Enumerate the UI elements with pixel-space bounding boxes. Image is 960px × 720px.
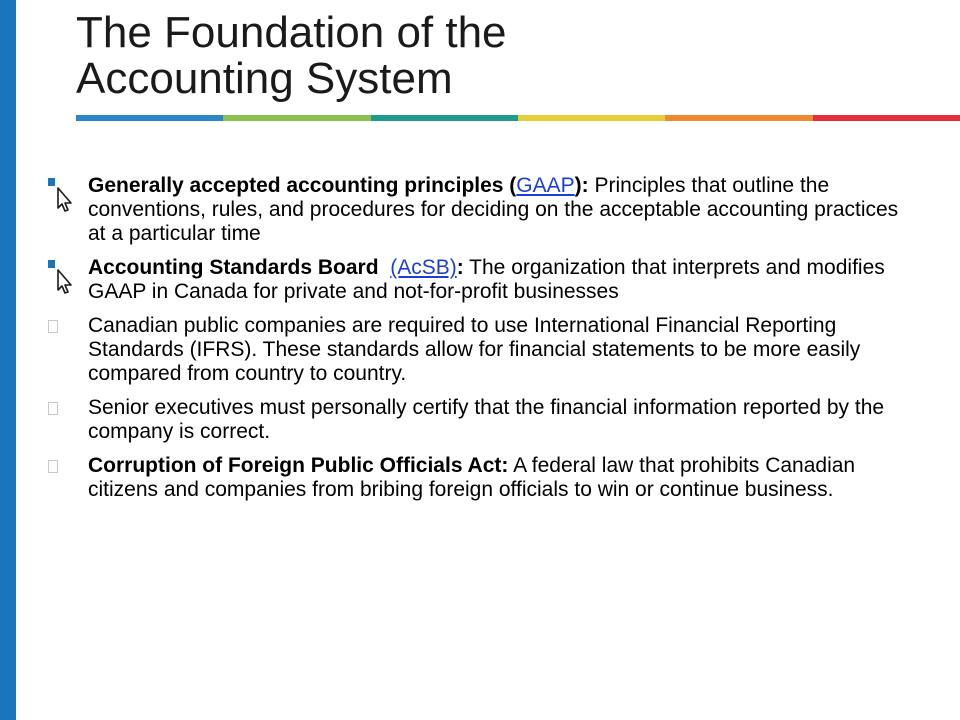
gaap-link[interactable]: GAAP [516, 174, 575, 197]
term-suffix: : [456, 256, 464, 279]
list-item [88, 396, 918, 444]
list-item [88, 454, 918, 502]
left-accent-bar [0, 0, 16, 720]
item-body: Principles that outline the conventions, rules, and procedures for deciding on the acceptable accounting practices at a particular time [88, 174, 899, 245]
hand-cursor-icon [48, 260, 78, 300]
square-bullet-icon [48, 320, 58, 333]
stripe-segment-blue [76, 115, 223, 121]
stripe-segment-yellow [518, 115, 665, 121]
color-stripe [76, 115, 960, 121]
item-body: The organization that interprets and modifies GAAP in Canada for private and not-for-profit businesses [88, 256, 885, 303]
stripe-segment-orange [665, 115, 812, 121]
slide-title [76, 10, 936, 102]
term-suffix: ): [574, 174, 589, 197]
list-item [88, 174, 918, 246]
item-body: Canadian public companies are required to use International Financial Reporting Standards (IFRS). These standards allow for financial statements to be more easily compared from country to country. [88, 314, 861, 385]
term-prefix: Generally accepted accounting principles ( [88, 174, 517, 197]
title-line-2: Accounting System [76, 54, 453, 103]
item-body: A federal law that prohibits Canadian citizens and companies from bribing foreign officials to win or continue business. [88, 454, 856, 501]
title-line-1: The Foundation of the [76, 8, 507, 57]
acsb-link[interactable]: (AcSB) [390, 256, 457, 279]
stripe-segment-green [223, 115, 370, 121]
term-prefix: Accounting Standards Board [88, 256, 391, 279]
list-item [88, 256, 918, 304]
item-term: Corruption of Foreign Public Officials Act: [88, 454, 509, 477]
square-bullet-icon [48, 460, 58, 473]
item-body: Senior executives must personally certify that the financial information reported by the company is correct. [88, 396, 885, 443]
stripe-segment-red [813, 115, 960, 121]
stripe-segment-teal [371, 115, 518, 121]
bullet-list [88, 174, 918, 512]
hand-cursor-icon [48, 178, 78, 218]
square-bullet-icon [48, 402, 58, 415]
list-item [88, 314, 918, 386]
